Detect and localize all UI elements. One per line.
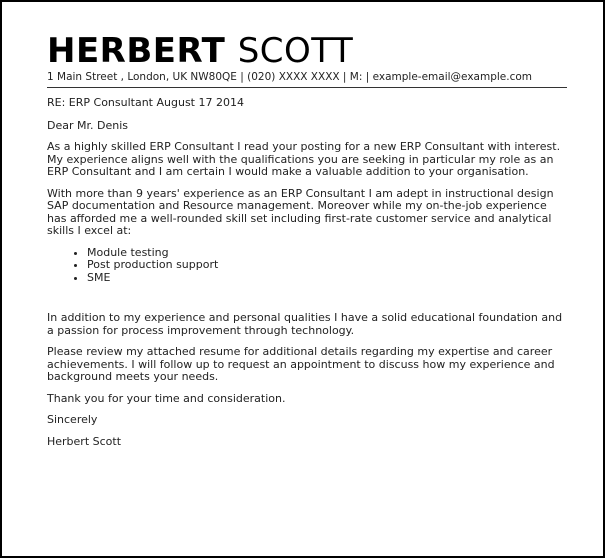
list-item: • Post production support bbox=[87, 259, 567, 272]
skills-list bbox=[47, 247, 567, 285]
paragraph-4: Please review my attached resume for additional details regarding my expertise and career achievements. I will follow up to request an appointment to discuss how my experience and background meets your needs. bbox=[47, 345, 555, 383]
paragraph-3: In addition to my experience and personal qualities I have a solid educational foundation and a passion for process improvement through technology. bbox=[47, 311, 563, 337]
thanks-line: Thank you for your time and consideration. bbox=[47, 391, 286, 405]
paragraph-2: With more than 9 years' experience as an ERP Consultant I am adept in instructional design SAP documentation and Resource management. Moreover while my on-the-job experience has afforded me a well-rounded skill set including first-rate customer service and analytical skills I excel at: bbox=[47, 186, 554, 237]
applicant-name bbox=[47, 32, 567, 70]
closing: Sincerely bbox=[47, 413, 98, 426]
list-item: • SME bbox=[87, 272, 567, 285]
header-divider bbox=[47, 87, 567, 88]
list-item: • Module testing bbox=[87, 247, 567, 260]
letter-page bbox=[47, 32, 567, 448]
signature: Herbert Scott bbox=[47, 434, 122, 448]
last-name: SCOTT bbox=[237, 31, 354, 71]
contact-line: 1 Main Street , London, UK NW80QE | (020) XXXX XXXX | M: | example-email@example.com bbox=[47, 71, 532, 83]
subject-line: RE: ERP Consultant August 17 2014 bbox=[47, 96, 244, 109]
salutation: Dear Mr. Denis bbox=[47, 118, 128, 132]
first-name: HERBERT bbox=[47, 31, 226, 71]
paragraph-1: As a highly skilled ERP Consultant I read your posting for a new ERP Consultant with interest. My experience aligns well with the qualifications you are seeking in particular my role as an ERP Consultant and I am certain I would make a valuable addition to your organisation. bbox=[47, 140, 561, 178]
